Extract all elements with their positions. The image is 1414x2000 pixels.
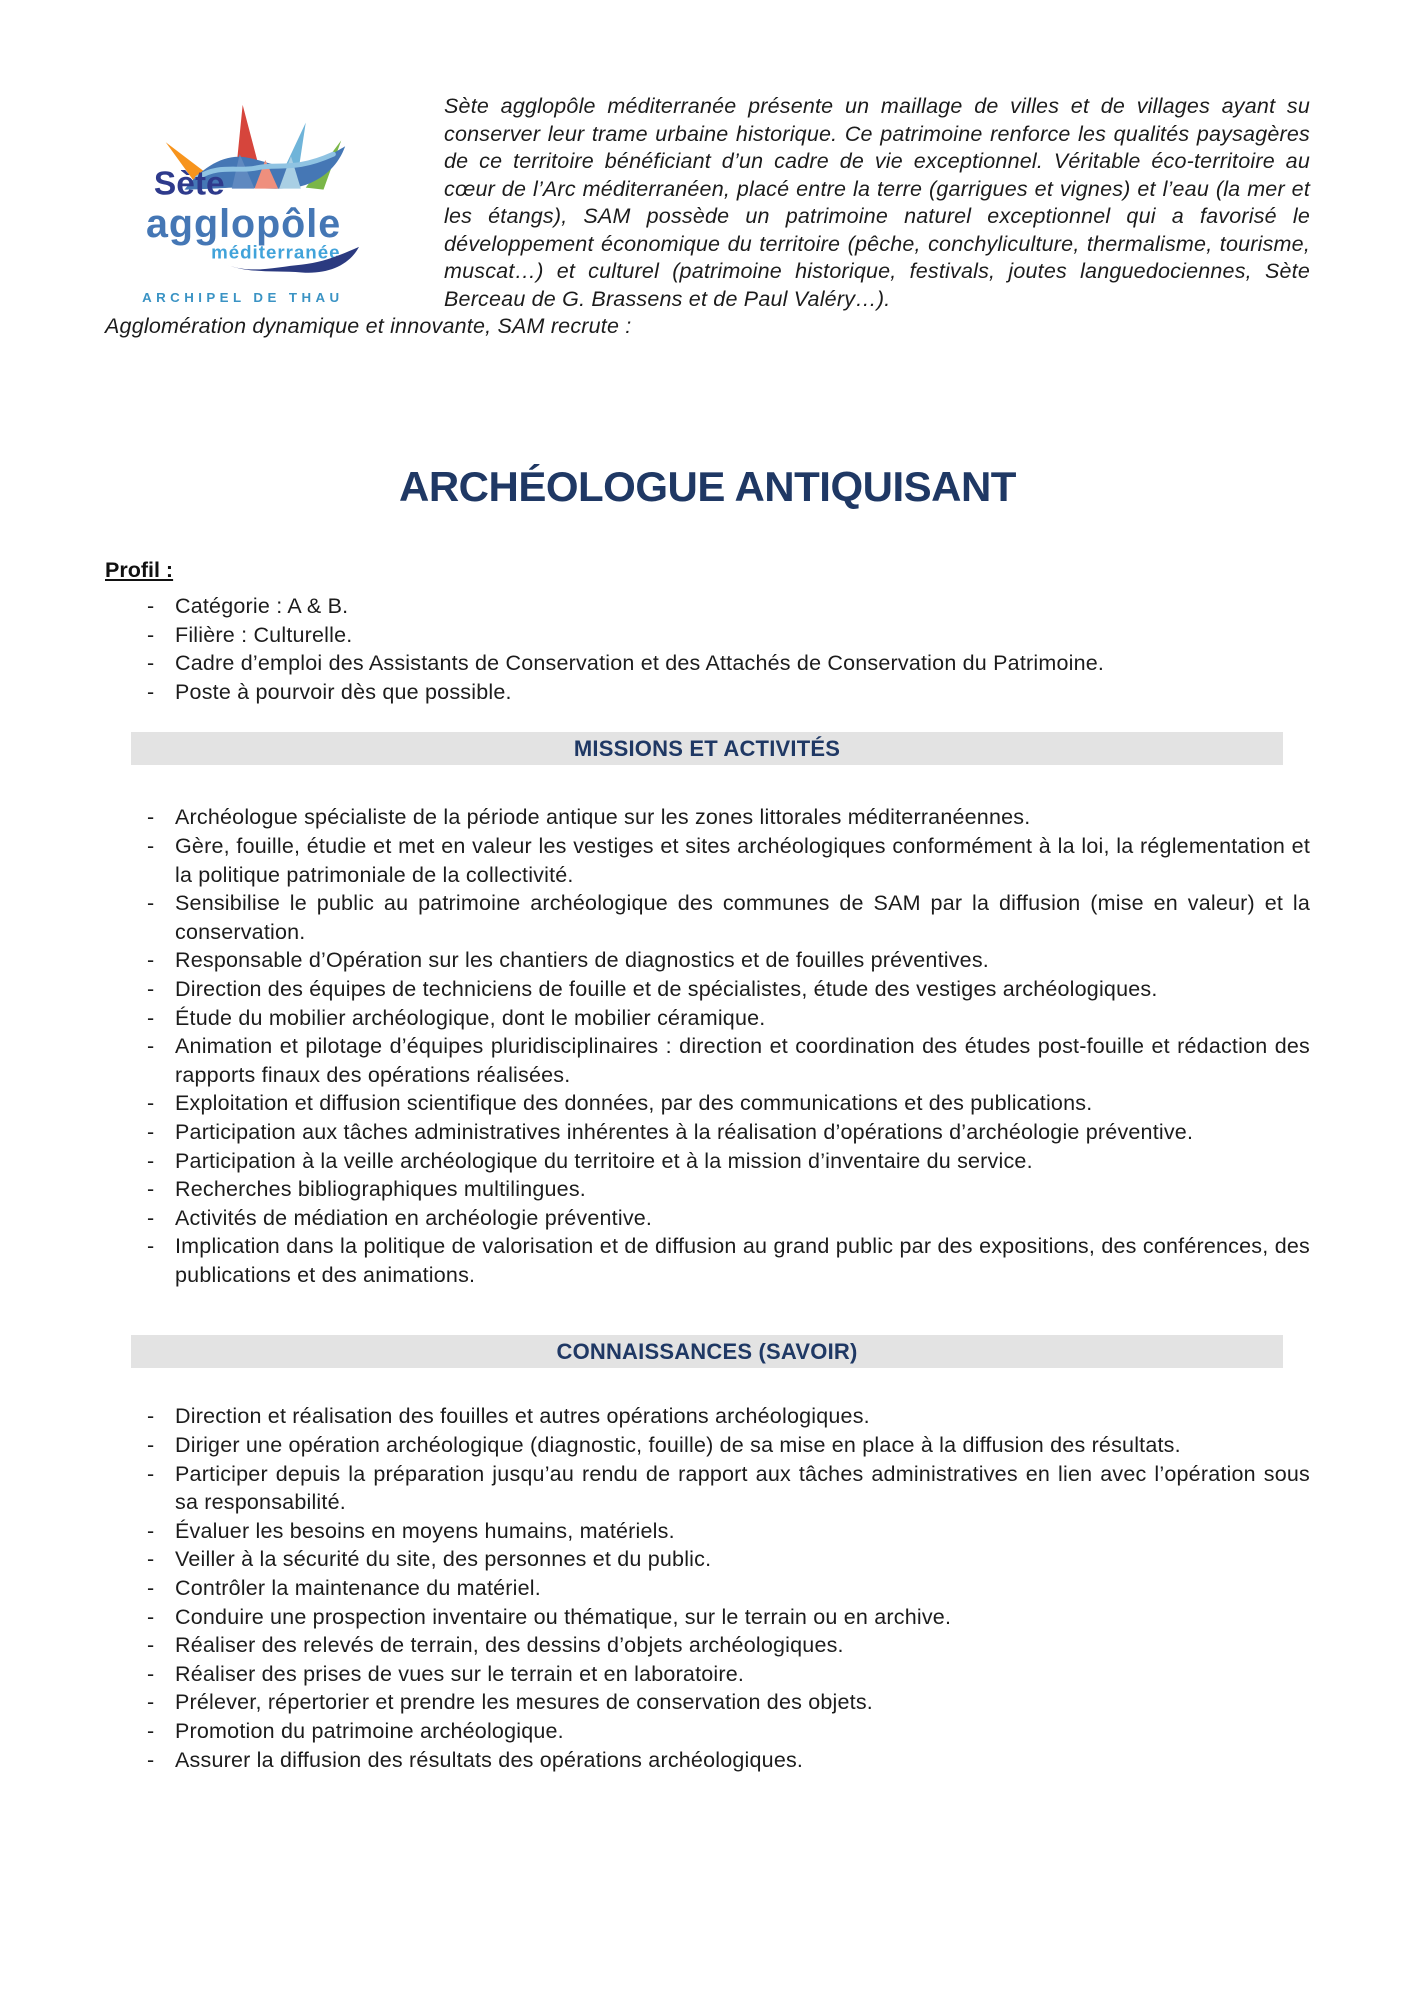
list-item: - Conduire une prospection inventaire ou thématique, sur le terrain ou en archive. [105, 1603, 1310, 1632]
list-item: - Participation aux tâches administratives inhérentes à la réalisation d’opérations d’archéologie préventive. [105, 1118, 1310, 1147]
list-item: - Archéologue spécialiste de la période antique sur les zones littorales méditerranéennes. [105, 803, 1310, 832]
list-item: - Catégorie : A & B. [105, 592, 1310, 621]
sete-agglopole-logo [105, 93, 402, 305]
intro-paragraph: Sète agglopôle méditerranée présente un maillage de villes et de villages ayant su conserver leur trame urbaine historique. Ce patrimoine renforce les qualités paysagères de ce territoire bénéficiant d’un cadre de vie exceptionnel. Véritable éco-territoire au cœur de l’Arc méditerranéen, placé entre la terre (garrigues et vignes) et l’eau (la mer et les étangs), SAM possède un patrimoine naturel exceptionnel qui a favorisé le développement économique du territoire (pêche, conchyliculture, thermalisme, tourisme, muscat…) et culturel (patrimoine historique, festivals, joutes languedociennes, Sète Berceau de G. Brassens et de Paul Valéry…). [444, 94, 1310, 311]
list-item: - Activités de médiation en archéologie préventive. [105, 1204, 1310, 1233]
list-item: - Direction des équipes de techniciens de fouille et de spécialistes, étude des vestiges archéologiques. [105, 975, 1310, 1004]
section-bar-connaissances: CONNAISSANCES (SAVOIR) [131, 1335, 1283, 1368]
list-item: - Responsable d’Opération sur les chantiers de diagnostics et de fouilles préventives. [105, 946, 1310, 975]
list-item: - Participation à la veille archéologique du territoire et à la mission d’inventaire du service. [105, 1147, 1310, 1176]
list-item: - Exploitation et diffusion scientifique des données, par des communications et des publications. [105, 1089, 1310, 1118]
list-item: - Étude du mobilier archéologique, dont le mobilier céramique. [105, 1004, 1310, 1033]
list-item: - Direction et réalisation des fouilles et autres opérations archéologiques. [105, 1402, 1310, 1431]
logo-tagline-text: ARCHIPEL DE THAU [142, 290, 344, 305]
list-item: - Contrôler la maintenance du matériel. [105, 1574, 1310, 1603]
missions-list [105, 803, 1310, 1289]
connaissances-list [105, 1402, 1310, 1774]
logo-region-text: méditerranée [211, 241, 341, 263]
profil-list [105, 592, 1310, 706]
list-item: - Promotion du patrimoine archéologique. [105, 1717, 1310, 1746]
list-item: - Veiller à la sécurité du site, des personnes et du public. [105, 1545, 1310, 1574]
list-item: - Poste à pourvoir dès que possible. [105, 678, 1310, 707]
list-item: - Implication dans la politique de valorisation et de diffusion au grand public par des expositions, des conférences, des publications et des animations. [105, 1232, 1310, 1289]
list-item: - Participer depuis la préparation jusqu’au rendu de rapport aux tâches administratives en lien avec l’opération sous sa responsabilité. [105, 1460, 1310, 1517]
list-item: - Évaluer les besoins en moyens humains, matériels. [105, 1517, 1310, 1546]
logo-city-text: Sète [153, 165, 225, 203]
list-item: - Prélever, répertorier et prendre les mesures de conservation des objets. [105, 1688, 1310, 1717]
logo-brand-text: agglopôle [146, 201, 342, 246]
job-title: ARCHÉOLOGUE ANTIQUISANT [399, 463, 1016, 510]
recruit-line: Agglomération dynamique et innovante, SAM recrute : [105, 314, 632, 338]
list-item: - Réaliser des prises de vues sur le terrain et en laboratoire. [105, 1660, 1310, 1689]
list-item: - Réaliser des relevés de terrain, des dessins d’objets archéologiques. [105, 1631, 1310, 1660]
list-item: - Sensibilise le public au patrimoine archéologique des communes de SAM par la diffusion (mise en valeur) et la conservation. [105, 889, 1310, 946]
list-item: - Recherches bibliographiques multilingues. [105, 1175, 1310, 1204]
profil-heading: Profil : [105, 558, 174, 582]
intro-block [105, 93, 1310, 445]
list-item: - Filière : Culturelle. [105, 621, 1310, 650]
list-item: - Animation et pilotage d’équipes pluridisciplinaires : direction et coordination des études post-fouille et rédaction des rapports finaux des opérations réalisées. [105, 1032, 1310, 1089]
list-item: - Assurer la diffusion des résultats des opérations archéologiques. [105, 1746, 1310, 1775]
sete-agglopole-logo-icon [139, 93, 368, 305]
list-item: - Gère, fouille, étudie et met en valeur les vestiges et sites archéologiques conformément à la loi, la réglementation et la politique patrimoniale de la collectivité. [105, 832, 1310, 889]
list-item: - Diriger une opération archéologique (diagnostic, fouille) de sa mise en place à la diffusion des résultats. [105, 1431, 1310, 1460]
list-item: - Cadre d’emploi des Assistants de Conservation et des Attachés de Conservation du Patrimoine. [105, 649, 1310, 678]
section-bar-missions: MISSIONS ET ACTIVITÉS [131, 732, 1283, 765]
